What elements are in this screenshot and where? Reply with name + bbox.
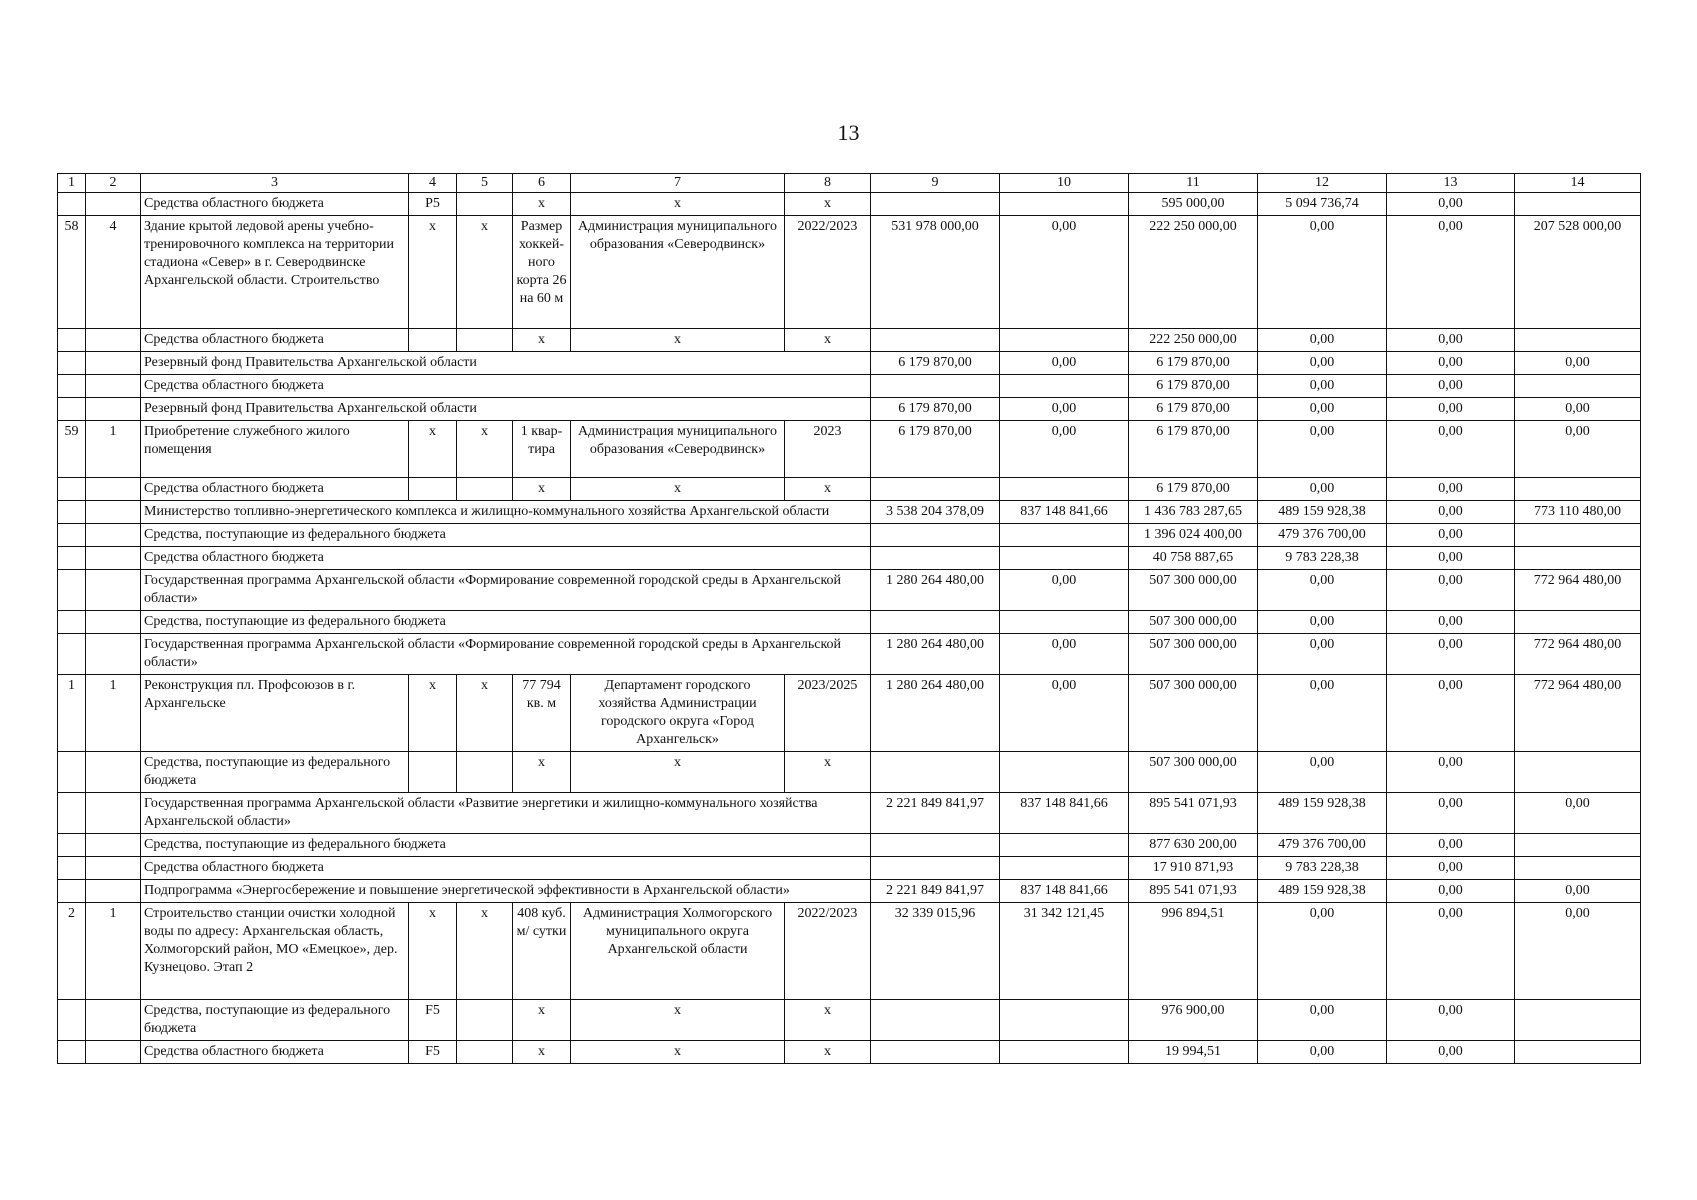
table-cell bbox=[1000, 193, 1129, 216]
table-cell bbox=[1000, 329, 1129, 352]
table-cell: Государственная программа Архангельской области «Формирование современной городской среды в Архангельской области» bbox=[141, 634, 871, 675]
table-cell: Средства, поступающие из федерального бюджета bbox=[141, 611, 871, 634]
table-cell: 1 280 264 480,00 bbox=[871, 634, 1000, 675]
table-cell bbox=[457, 1000, 513, 1041]
table-cell: 0,00 bbox=[1258, 611, 1387, 634]
table-cell: х bbox=[409, 675, 457, 752]
table-cell bbox=[1000, 478, 1129, 501]
table-cell: 895 541 071,93 bbox=[1129, 793, 1258, 834]
table-cell: 2 bbox=[58, 903, 86, 1000]
table-cell: 1 bbox=[86, 421, 141, 478]
table-cell bbox=[1000, 1000, 1129, 1041]
table-cell: 0,00 bbox=[1387, 570, 1515, 611]
table-row bbox=[58, 880, 1641, 903]
table-cell: 0,00 bbox=[1515, 903, 1641, 1000]
column-header: 5 bbox=[457, 174, 513, 193]
table-cell: 6 179 870,00 bbox=[871, 398, 1000, 421]
table-cell bbox=[86, 1041, 141, 1064]
table-cell: 1 квар-тира bbox=[513, 421, 571, 478]
table-cell bbox=[871, 1041, 1000, 1064]
table-cell: 77 794 кв. м bbox=[513, 675, 571, 752]
table-cell: Министерство топливно-энергетического комплекса и жилищно-коммунального хозяйства Архангельской области bbox=[141, 501, 871, 524]
table-cell bbox=[1515, 611, 1641, 634]
table-cell: 1 280 264 480,00 bbox=[871, 675, 1000, 752]
table-cell bbox=[1000, 1041, 1129, 1064]
table-cell: 0,00 bbox=[1258, 752, 1387, 793]
table-cell: 1 436 783 287,65 bbox=[1129, 501, 1258, 524]
table-row bbox=[58, 216, 1641, 329]
table-cell: Средства областного бюджета bbox=[141, 478, 409, 501]
table-row bbox=[58, 193, 1641, 216]
table-cell: 0,00 bbox=[1258, 903, 1387, 1000]
table-cell: 895 541 071,93 bbox=[1129, 880, 1258, 903]
table-cell: 772 964 480,00 bbox=[1515, 570, 1641, 611]
table-cell: 6 179 870,00 bbox=[1129, 375, 1258, 398]
table-cell: Средства областного бюджета bbox=[141, 857, 871, 880]
table-cell: 0,00 bbox=[1258, 478, 1387, 501]
table-cell: х bbox=[457, 903, 513, 1000]
table-cell: 595 000,00 bbox=[1129, 193, 1258, 216]
table-cell: 0,00 bbox=[1387, 752, 1515, 793]
table-cell: 0,00 bbox=[1387, 903, 1515, 1000]
table-cell: 0,00 bbox=[1258, 352, 1387, 375]
table-row bbox=[58, 834, 1641, 857]
table-cell: Администрация муниципального образования «Северодвинск» bbox=[571, 216, 785, 329]
table-cell bbox=[1515, 547, 1641, 570]
table-cell: 0,00 bbox=[1387, 478, 1515, 501]
table-row bbox=[58, 421, 1641, 478]
table-cell: 207 528 000,00 bbox=[1515, 216, 1641, 329]
table-cell: х bbox=[571, 478, 785, 501]
table-cell: х bbox=[513, 478, 571, 501]
table-cell: 479 376 700,00 bbox=[1258, 834, 1387, 857]
table-cell bbox=[86, 524, 141, 547]
table-cell bbox=[58, 570, 86, 611]
table-cell bbox=[871, 375, 1000, 398]
table-row bbox=[58, 398, 1641, 421]
table-cell: Администрация муниципального образования «Северодвинск» bbox=[571, 421, 785, 478]
table-cell bbox=[457, 752, 513, 793]
table-cell bbox=[86, 501, 141, 524]
table-cell: 507 300 000,00 bbox=[1129, 611, 1258, 634]
table-cell: х bbox=[785, 478, 871, 501]
table-cell: 2022/2023 bbox=[785, 903, 871, 1000]
table-cell: 0,00 bbox=[1000, 216, 1129, 329]
table-cell: х bbox=[571, 193, 785, 216]
table-cell: 6 179 870,00 bbox=[1129, 398, 1258, 421]
table-cell bbox=[58, 524, 86, 547]
table-cell: х bbox=[409, 216, 457, 329]
table-cell: Средства областного бюджета bbox=[141, 1041, 409, 1064]
table-cell: 222 250 000,00 bbox=[1129, 329, 1258, 352]
table-cell bbox=[58, 501, 86, 524]
table-row bbox=[58, 478, 1641, 501]
table-cell: 2 221 849 841,97 bbox=[871, 793, 1000, 834]
table-cell bbox=[1515, 524, 1641, 547]
table-cell: 489 159 928,38 bbox=[1258, 501, 1387, 524]
table-cell bbox=[871, 478, 1000, 501]
table-cell: 2022/2023 bbox=[785, 216, 871, 329]
table-cell: 0,00 bbox=[1515, 421, 1641, 478]
table-cell bbox=[58, 193, 86, 216]
table-cell bbox=[58, 880, 86, 903]
table-row bbox=[58, 329, 1641, 352]
table-cell: х bbox=[457, 675, 513, 752]
table-cell: 4 bbox=[86, 216, 141, 329]
table-cell: 0,00 bbox=[1258, 570, 1387, 611]
table-cell: 59 bbox=[58, 421, 86, 478]
table-row bbox=[58, 611, 1641, 634]
table-cell: 479 376 700,00 bbox=[1258, 524, 1387, 547]
budget-table bbox=[57, 173, 1641, 1064]
table-cell bbox=[86, 478, 141, 501]
table-cell: Средства областного бюджета bbox=[141, 375, 871, 398]
table-cell bbox=[86, 793, 141, 834]
table-cell: Средства, поступающие из федерального бюджета bbox=[141, 1000, 409, 1041]
table-row bbox=[58, 1000, 1641, 1041]
table-cell: х bbox=[571, 329, 785, 352]
table-cell: х bbox=[513, 1041, 571, 1064]
table-cell: 0,00 bbox=[1387, 611, 1515, 634]
table-cell bbox=[1515, 834, 1641, 857]
table-cell bbox=[1000, 611, 1129, 634]
table-cell: 0,00 bbox=[1000, 421, 1129, 478]
table-cell bbox=[409, 329, 457, 352]
table-cell bbox=[86, 1000, 141, 1041]
table-cell: 976 900,00 bbox=[1129, 1000, 1258, 1041]
table-cell: Реконструкция пл. Профсоюзов в г. Архангельске bbox=[141, 675, 409, 752]
table-cell: Государственная программа Архангельской области «Развитие энергетики и жилищно-коммунального хозяйства Архангельской области» bbox=[141, 793, 871, 834]
table-cell: 0,00 bbox=[1387, 352, 1515, 375]
table-cell: Здание крытой ледовой арены учебно-тренировочного комплекса на территории стадиона «Север» в г. Северодвинске Архангельской области. Строительство bbox=[141, 216, 409, 329]
table-cell bbox=[871, 547, 1000, 570]
table-cell: 772 964 480,00 bbox=[1515, 675, 1641, 752]
table-cell bbox=[1000, 752, 1129, 793]
table-cell: Р5 bbox=[409, 193, 457, 216]
table-cell: х bbox=[785, 329, 871, 352]
table-cell: 0,00 bbox=[1387, 421, 1515, 478]
table-cell: 507 300 000,00 bbox=[1129, 675, 1258, 752]
table-cell bbox=[871, 752, 1000, 793]
table-cell: Государственная программа Архангельской области «Формирование современной городской среды в Архангельской области» bbox=[141, 570, 871, 611]
table-cell bbox=[86, 193, 141, 216]
table-cell bbox=[58, 352, 86, 375]
table-cell: F5 bbox=[409, 1000, 457, 1041]
table-cell: 0,00 bbox=[1000, 675, 1129, 752]
table-cell: 2023 bbox=[785, 421, 871, 478]
table-cell: 2023/2025 bbox=[785, 675, 871, 752]
table-cell: 0,00 bbox=[1258, 398, 1387, 421]
table-cell bbox=[1515, 478, 1641, 501]
table-cell: 1 280 264 480,00 bbox=[871, 570, 1000, 611]
table-cell bbox=[1000, 524, 1129, 547]
table-cell bbox=[86, 880, 141, 903]
table-cell: х bbox=[513, 193, 571, 216]
table-cell: 877 630 200,00 bbox=[1129, 834, 1258, 857]
table-cell: Средства областного бюджета bbox=[141, 547, 871, 570]
table-cell: х bbox=[571, 752, 785, 793]
table-row bbox=[58, 903, 1641, 1000]
table-cell bbox=[409, 752, 457, 793]
table-cell: Департамент городского хозяйства Администрации городского округа «Город Архангельск» bbox=[571, 675, 785, 752]
table-cell bbox=[871, 524, 1000, 547]
table-cell: 0,00 bbox=[1387, 834, 1515, 857]
table-cell: х bbox=[785, 752, 871, 793]
table-cell bbox=[409, 478, 457, 501]
table-cell: Средства областного бюджета bbox=[141, 193, 409, 216]
table-cell bbox=[1515, 857, 1641, 880]
table-cell: F5 bbox=[409, 1041, 457, 1064]
table-cell: 3 538 204 378,09 bbox=[871, 501, 1000, 524]
table-cell: 0,00 bbox=[1515, 352, 1641, 375]
table-cell: 0,00 bbox=[1387, 329, 1515, 352]
header-row bbox=[58, 174, 1641, 193]
table-cell: 6 179 870,00 bbox=[871, 352, 1000, 375]
table-cell bbox=[1515, 193, 1641, 216]
table-cell: 222 250 000,00 bbox=[1129, 216, 1258, 329]
table-cell bbox=[457, 478, 513, 501]
table-cell: 32 339 015,96 bbox=[871, 903, 1000, 1000]
table-cell: 58 bbox=[58, 216, 86, 329]
table-cell: 31 342 121,45 bbox=[1000, 903, 1129, 1000]
table-cell: Размер хоккей-ного корта 26 на 60 м bbox=[513, 216, 571, 329]
table-cell bbox=[86, 634, 141, 675]
table-cell: 996 894,51 bbox=[1129, 903, 1258, 1000]
table-cell: 0,00 bbox=[1515, 398, 1641, 421]
table-cell bbox=[457, 193, 513, 216]
table-cell bbox=[86, 352, 141, 375]
table-cell: 0,00 bbox=[1387, 634, 1515, 675]
table-cell: х bbox=[513, 1000, 571, 1041]
table-cell: 837 148 841,66 bbox=[1000, 501, 1129, 524]
table-cell: х bbox=[513, 329, 571, 352]
table-cell bbox=[58, 375, 86, 398]
column-header: 13 bbox=[1387, 174, 1515, 193]
table-cell: 837 148 841,66 bbox=[1000, 880, 1129, 903]
table-cell: 489 159 928,38 bbox=[1258, 880, 1387, 903]
table-cell: 507 300 000,00 bbox=[1129, 634, 1258, 675]
column-header: 2 bbox=[86, 174, 141, 193]
table-cell bbox=[58, 398, 86, 421]
table-cell bbox=[58, 834, 86, 857]
table-cell: 0,00 bbox=[1258, 421, 1387, 478]
table-cell: Средства областного бюджета bbox=[141, 329, 409, 352]
table-cell: Администрация Холмогорского муниципального округа Архангельской области bbox=[571, 903, 785, 1000]
table-cell: Резервный фонд Правительства Архангельской области bbox=[141, 398, 871, 421]
table-cell: 9 783 228,38 bbox=[1258, 857, 1387, 880]
table-cell: 489 159 928,38 bbox=[1258, 793, 1387, 834]
table-cell bbox=[58, 1041, 86, 1064]
table-cell: 6 179 870,00 bbox=[1129, 352, 1258, 375]
table-row bbox=[58, 501, 1641, 524]
table-cell: Резервный фонд Правительства Архангельской области bbox=[141, 352, 871, 375]
table-cell: 0,00 bbox=[1258, 375, 1387, 398]
table-cell: х bbox=[785, 193, 871, 216]
table-cell: х bbox=[457, 216, 513, 329]
table-cell bbox=[58, 857, 86, 880]
table-cell: 0,00 bbox=[1258, 216, 1387, 329]
table-cell bbox=[1515, 329, 1641, 352]
table-row bbox=[58, 634, 1641, 675]
table-cell bbox=[1000, 834, 1129, 857]
table-cell: 0,00 bbox=[1000, 634, 1129, 675]
table-cell: 1 bbox=[86, 675, 141, 752]
table-cell: 0,00 bbox=[1258, 1000, 1387, 1041]
table-cell: 0,00 bbox=[1387, 375, 1515, 398]
table-cell: 19 994,51 bbox=[1129, 1041, 1258, 1064]
table-row bbox=[58, 793, 1641, 834]
table-cell: 0,00 bbox=[1387, 193, 1515, 216]
column-header: 1 bbox=[58, 174, 86, 193]
table-cell: 0,00 bbox=[1515, 880, 1641, 903]
table-cell bbox=[1000, 547, 1129, 570]
column-header: 10 bbox=[1000, 174, 1129, 193]
table-cell: 6 179 870,00 bbox=[1129, 421, 1258, 478]
table-cell: 0,00 bbox=[1387, 1000, 1515, 1041]
page-number: 13 bbox=[837, 120, 860, 145]
table-cell bbox=[871, 1000, 1000, 1041]
table-cell: 0,00 bbox=[1387, 793, 1515, 834]
table-cell: 2 221 849 841,97 bbox=[871, 880, 1000, 903]
table-cell: 773 110 480,00 bbox=[1515, 501, 1641, 524]
table-cell bbox=[871, 611, 1000, 634]
column-header: 4 bbox=[409, 174, 457, 193]
table-cell: 5 094 736,74 bbox=[1258, 193, 1387, 216]
table-cell: 0,00 bbox=[1258, 634, 1387, 675]
table-cell: 0,00 bbox=[1000, 398, 1129, 421]
table-cell: 507 300 000,00 bbox=[1129, 752, 1258, 793]
table-cell: 0,00 bbox=[1387, 1041, 1515, 1064]
table-cell bbox=[1515, 1041, 1641, 1064]
table-cell bbox=[86, 752, 141, 793]
table-cell: 17 910 871,93 bbox=[1129, 857, 1258, 880]
table-cell: 0,00 bbox=[1387, 857, 1515, 880]
table-cell: х bbox=[513, 752, 571, 793]
table-cell: х bbox=[785, 1000, 871, 1041]
table-cell: 0,00 bbox=[1387, 216, 1515, 329]
table-cell: х bbox=[409, 421, 457, 478]
table-cell bbox=[86, 570, 141, 611]
table-row bbox=[58, 352, 1641, 375]
table-cell bbox=[86, 611, 141, 634]
column-header: 3 bbox=[141, 174, 409, 193]
table-cell: 1 396 024 400,00 bbox=[1129, 524, 1258, 547]
table-cell: 0,00 bbox=[1387, 547, 1515, 570]
table-cell: х bbox=[571, 1000, 785, 1041]
table-cell bbox=[58, 793, 86, 834]
table-cell: 40 758 887,65 bbox=[1129, 547, 1258, 570]
table-cell bbox=[58, 329, 86, 352]
table-cell: 0,00 bbox=[1258, 675, 1387, 752]
table-cell: 6 179 870,00 bbox=[1129, 478, 1258, 501]
table-cell: 408 куб. м/ сутки bbox=[513, 903, 571, 1000]
table-cell: Строительство станции очистки холодной воды по адресу: Архангельская область, Холмогорский район, МО «Емецкое», дер. Кузнецово. Этап 2 bbox=[141, 903, 409, 1000]
table-cell bbox=[1000, 375, 1129, 398]
table-cell: х bbox=[785, 1041, 871, 1064]
table-cell: 837 148 841,66 bbox=[1000, 793, 1129, 834]
table-cell: 9 783 228,38 bbox=[1258, 547, 1387, 570]
table-cell bbox=[58, 547, 86, 570]
table-cell: 1 bbox=[58, 675, 86, 752]
table-cell: Средства, поступающие из федерального бюджета bbox=[141, 834, 871, 857]
table-cell bbox=[86, 547, 141, 570]
table-cell bbox=[58, 611, 86, 634]
table-cell bbox=[86, 857, 141, 880]
table-row bbox=[58, 570, 1641, 611]
column-header: 14 bbox=[1515, 174, 1641, 193]
table-cell bbox=[1515, 1000, 1641, 1041]
table-cell: Средства, поступающие из федерального бюджета bbox=[141, 752, 409, 793]
table-row bbox=[58, 1041, 1641, 1064]
table-cell bbox=[871, 857, 1000, 880]
table-cell: 0,00 bbox=[1000, 352, 1129, 375]
table-cell: Приобретение служебного жилого помещения bbox=[141, 421, 409, 478]
table-cell bbox=[871, 834, 1000, 857]
table-cell: 507 300 000,00 bbox=[1129, 570, 1258, 611]
column-header: 12 bbox=[1258, 174, 1387, 193]
table-cell: 0,00 bbox=[1258, 329, 1387, 352]
table-cell: 6 179 870,00 bbox=[871, 421, 1000, 478]
table-cell bbox=[86, 834, 141, 857]
table-cell bbox=[86, 398, 141, 421]
table-cell: 0,00 bbox=[1387, 675, 1515, 752]
table-cell bbox=[1000, 857, 1129, 880]
table-cell: 0,00 bbox=[1515, 793, 1641, 834]
column-header: 9 bbox=[871, 174, 1000, 193]
table-row bbox=[58, 375, 1641, 398]
table-row bbox=[58, 752, 1641, 793]
column-header: 6 bbox=[513, 174, 571, 193]
table-cell bbox=[1515, 375, 1641, 398]
table-cell bbox=[457, 1041, 513, 1064]
table-cell: 0,00 bbox=[1387, 501, 1515, 524]
table-cell bbox=[58, 634, 86, 675]
table-row bbox=[58, 524, 1641, 547]
table-cell: х bbox=[571, 1041, 785, 1064]
table-cell bbox=[86, 375, 141, 398]
table-cell: 1 bbox=[86, 903, 141, 1000]
table-cell: 531 978 000,00 bbox=[871, 216, 1000, 329]
column-header: 8 bbox=[785, 174, 871, 193]
table-cell bbox=[871, 193, 1000, 216]
table-cell: 0,00 bbox=[1387, 880, 1515, 903]
table-cell: 0,00 bbox=[1000, 570, 1129, 611]
table-cell: х bbox=[409, 903, 457, 1000]
table-cell: 0,00 bbox=[1387, 398, 1515, 421]
table-cell: 0,00 bbox=[1258, 1041, 1387, 1064]
table-row bbox=[58, 675, 1641, 752]
table-cell bbox=[58, 1000, 86, 1041]
table-cell bbox=[58, 752, 86, 793]
table-cell bbox=[58, 478, 86, 501]
table-cell: х bbox=[457, 421, 513, 478]
column-header: 11 bbox=[1129, 174, 1258, 193]
table-cell: Подпрограмма «Энергосбережение и повышение энергетической эффективности в Архангельской области» bbox=[141, 880, 871, 903]
table-cell: Средства, поступающие из федерального бюджета bbox=[141, 524, 871, 547]
table-cell bbox=[1515, 752, 1641, 793]
column-header: 7 bbox=[571, 174, 785, 193]
table-cell: 772 964 480,00 bbox=[1515, 634, 1641, 675]
table-row bbox=[58, 857, 1641, 880]
table-cell bbox=[457, 329, 513, 352]
table-row bbox=[58, 547, 1641, 570]
table-cell: 0,00 bbox=[1387, 524, 1515, 547]
table-cell bbox=[86, 329, 141, 352]
table-cell bbox=[871, 329, 1000, 352]
